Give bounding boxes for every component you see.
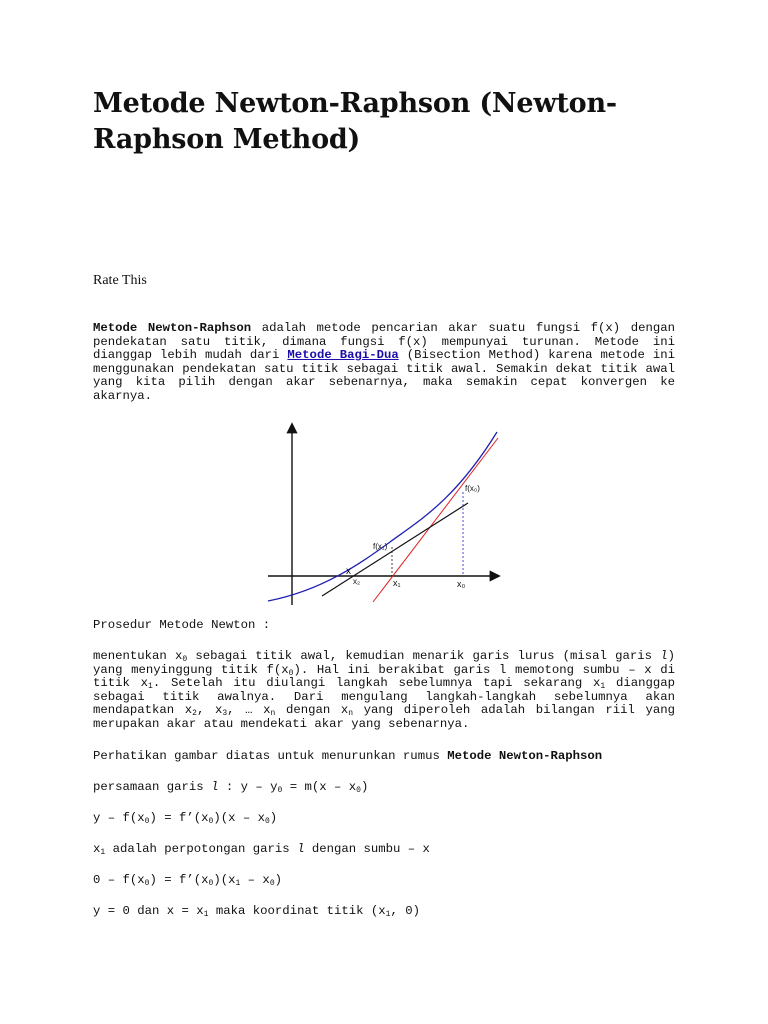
procedure-text: dengan x	[275, 703, 349, 718]
subscript: 0	[277, 786, 283, 795]
eq-text: dengan sumbu – x	[304, 842, 430, 856]
eq-text: 0 – f(x	[93, 873, 145, 887]
intro-text-1: adalah metode pencarian akar suatu fungsi f(x) dengan pendekatan satu titik, dimana fungsi f(x) mempunyai turunan. Metode ini dianggap lebih mudah dari	[93, 321, 675, 363]
label-x: x	[346, 566, 351, 577]
newton-raphson-figure	[265, 420, 505, 608]
procedure-text: , … x	[227, 703, 271, 718]
subscript: 2	[192, 709, 197, 719]
subscript: 1	[203, 910, 209, 919]
equation-tangent	[93, 812, 675, 826]
eq-text: = m(x – x	[282, 780, 357, 794]
eq-text: )(x – x	[213, 811, 265, 825]
subscript: 0	[264, 817, 270, 826]
subscript: n	[348, 709, 354, 719]
procedure-text: yang diperoleh adalah bilangan riil yang merupakan akar atau mendekati akar yang sebenarnya.	[93, 703, 676, 731]
tangent-line-x0	[373, 438, 498, 602]
intro-text-2: (Bisection Method) karena metode ini menggunakan pendekatan satu titik sebagai titik awal. Semakin dekat titik awal yang kita pilih dengan akar sebenarnya, maka semakin cepat konvergen ke akarnya.	[93, 348, 675, 403]
label-fx1: f(x₁)	[373, 542, 388, 551]
equation-line-equation	[93, 781, 675, 795]
subscript: 1	[100, 848, 106, 857]
procedure-paragraph	[93, 650, 675, 732]
line-symbol: l	[297, 842, 305, 856]
eq-text: y = 0 dan x = x	[93, 904, 204, 918]
subscript: 0	[208, 879, 214, 888]
subscript: 1	[235, 879, 241, 888]
label-x2: x₂	[353, 577, 361, 586]
eq-text: y – f(x	[93, 811, 145, 825]
intro-paragraph	[93, 322, 675, 404]
eq-text: x	[93, 842, 101, 856]
subscript: 1	[148, 682, 153, 692]
subscript: 0	[356, 786, 361, 795]
derivation-intro	[93, 750, 675, 764]
subscript: 1	[385, 910, 391, 919]
subscript: 0	[182, 655, 188, 664]
eq-text: )	[360, 780, 369, 794]
line-symbol: l	[211, 780, 219, 794]
label-x0: x₀	[457, 579, 466, 589]
eq-text: ) = f’(x	[149, 873, 209, 887]
eq-text: – x	[240, 873, 270, 887]
subscript: 0	[269, 879, 275, 888]
intro-term: Metode Newton-Raphson	[93, 321, 252, 335]
subscript: 0	[144, 817, 150, 826]
procedure-heading: Prosedur Metode Newton :	[93, 618, 271, 632]
eq-text: ) = f’(x	[149, 811, 209, 825]
label-x1: x₁	[393, 578, 401, 588]
procedure-text: ) yang menyinggung titik f(x	[93, 649, 675, 677]
procedure-text: . Setelah itu diulangi langkah sebelumnya tapi sekarang x	[152, 676, 601, 691]
eq-text: )(x	[213, 873, 236, 887]
subscript: 0	[288, 668, 294, 678]
eq-text: )	[269, 811, 278, 825]
equation-coordinate	[93, 905, 675, 919]
line-symbol: l	[660, 649, 668, 663]
rate-this-label[interactable]: Rate This	[93, 273, 147, 288]
label-fx0: f(x₀)	[465, 484, 480, 493]
subscript: 0	[144, 879, 150, 888]
page-title: Metode Newton-Raphson (Newton-Raphson Method)	[93, 88, 617, 155]
procedure-text: dianggap sebagai titik awalnya. Dari mengulang langkah-langkah sebelumnya akan mendapatkan x	[93, 676, 675, 718]
procedure-text: menentukan x	[93, 649, 183, 663]
procedure-text: sebagai titik awal, kemudian menarik garis lurus (misal garis	[187, 649, 661, 663]
eq-text: , 0)	[390, 904, 420, 918]
subscript: 0	[208, 817, 214, 826]
procedure-text: , x	[196, 703, 223, 718]
equation-intersection-note	[93, 843, 675, 857]
derivation-text: Perhatikan gambar diatas untuk menurunkan rumus	[93, 749, 448, 763]
eq-text: persamaan garis	[93, 780, 212, 794]
procedure-text: ). Hal ini berakibat garis l memotong sumbu – x di titik x	[93, 662, 675, 691]
subscript: n	[270, 709, 276, 719]
eq-text: : y – y	[218, 780, 278, 794]
eq-text: adalah perpotongan garis	[105, 842, 298, 856]
derivation-term: Metode Newton-Raphson	[447, 749, 603, 763]
eq-text: )	[274, 873, 283, 887]
subscript: 3	[222, 709, 228, 719]
eq-text: maka koordinat titik (x	[208, 904, 386, 918]
equation-substitution	[93, 874, 675, 888]
subscript: 1	[600, 682, 606, 692]
bisection-method-link[interactable]: Metode Bagi-Dua	[287, 348, 399, 363]
